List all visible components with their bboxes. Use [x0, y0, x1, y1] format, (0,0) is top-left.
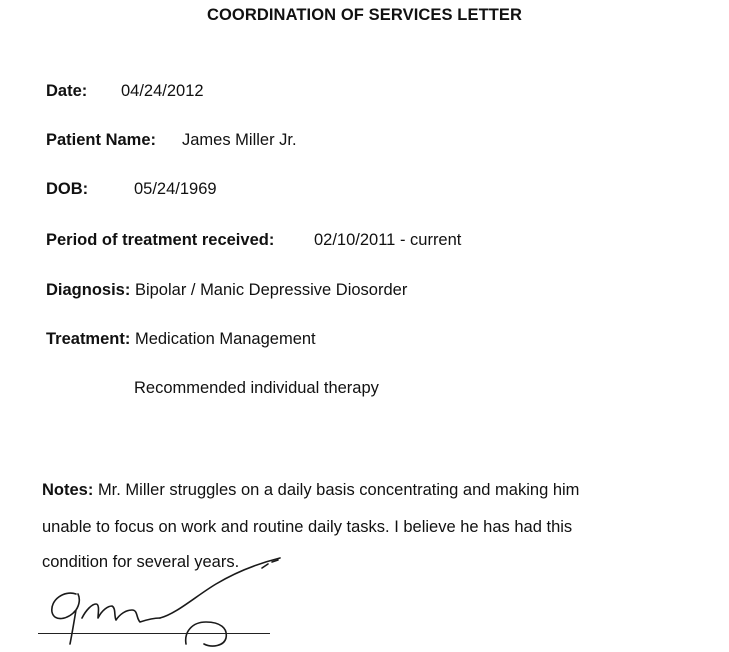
dob-label: DOB: [46, 180, 89, 198]
signature-image [36, 548, 316, 652]
treatment-value: Medication Management [134, 330, 316, 348]
patient-name-label: Patient Name: [46, 131, 157, 149]
notes-line-1 [42, 481, 722, 500]
dob-value: 05/24/1969 [134, 180, 217, 198]
letter-title: COORDINATION OF SERVICES LETTER [206, 6, 523, 24]
period-value: 02/10/2011 - current [314, 231, 462, 249]
period-label: Period of treatment received: [46, 231, 275, 249]
date-row [46, 82, 87, 101]
patient-name-value: James Miller Jr. [182, 131, 297, 149]
treatment-row [46, 330, 316, 349]
date-label: Date: [46, 82, 88, 100]
notes-text-1: Mr. Miller struggles on a daily basis concentrating and making him [97, 481, 580, 499]
date-value: 04/24/2012 [121, 82, 204, 100]
signature-line [38, 633, 270, 634]
patient-name-row [46, 131, 156, 150]
notes-line-2: unable to focus on work and routine daily tasks. I believe he has had this [42, 518, 573, 536]
treatment-label: Treatment: [46, 330, 131, 348]
treatment-value-2: Recommended individual therapy [134, 379, 379, 397]
notes-label: Notes: [42, 481, 94, 499]
diagnosis-value: Bipolar / Manic Depressive Diosorder [134, 281, 408, 299]
diagnosis-row [46, 281, 407, 300]
diagnosis-label: Diagnosis: [46, 281, 131, 299]
period-row [46, 231, 274, 250]
notes-line-3: condition for several years. [42, 553, 240, 571]
dob-row [46, 180, 88, 199]
